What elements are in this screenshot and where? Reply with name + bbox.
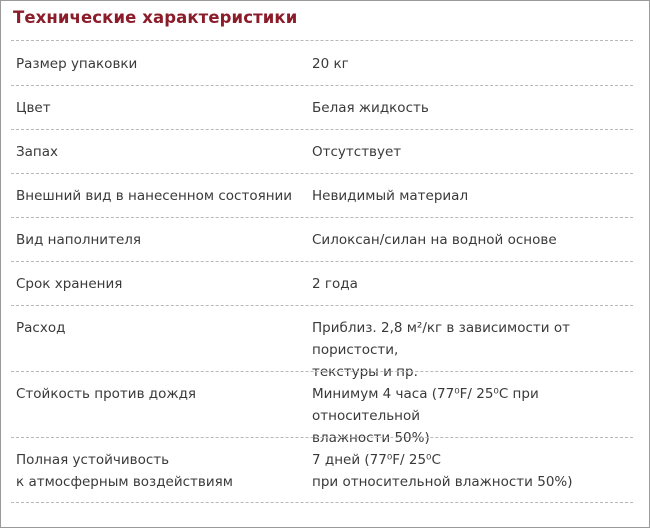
spec-label: Внешний вид в нанесенном состоянии <box>16 188 293 204</box>
row-divider <box>11 173 633 174</box>
spec-value: Приблиз. 2,8 м²/кг в зависимости от пористости, текстуры и пр. <box>312 320 570 380</box>
row-divider <box>11 261 633 262</box>
spec-value: 7 дней (77⁰F/ 25⁰C при относительной влажности 50%) <box>312 452 573 490</box>
spec-label: Цвет <box>16 100 51 116</box>
row-divider <box>11 217 633 218</box>
row-divider <box>11 40 633 41</box>
spec-value: Невидимый материал <box>312 188 469 204</box>
spec-label: Размер упаковки <box>16 56 138 72</box>
spec-label: Расход <box>16 320 66 336</box>
spec-value: 2 года <box>312 276 358 292</box>
spec-value: Отсутствует <box>312 144 402 160</box>
spec-value: Белая жидкость <box>312 100 429 116</box>
row-divider <box>11 305 633 306</box>
row-divider <box>11 502 633 503</box>
spec-value: Минимум 4 часа (77⁰F/ 25⁰C при относительной влажности 50%) <box>312 386 539 446</box>
spec-label: Запах <box>16 144 59 160</box>
row-divider <box>11 437 633 438</box>
row-divider <box>11 371 633 372</box>
spec-label: Стойкость против дождя <box>16 386 197 402</box>
spec-value: 20 кг <box>312 56 349 72</box>
spec-label: Полная устойчивость к атмосферным воздействиям <box>16 452 233 490</box>
spec-label: Срок хранения <box>16 276 123 292</box>
spec-value: Силоксан/силан на водной основе <box>312 232 557 248</box>
row-divider <box>11 85 633 86</box>
spec-label: Вид наполнителя <box>16 232 141 248</box>
panel-title: Технические характеристики <box>13 8 298 27</box>
row-divider <box>11 129 633 130</box>
